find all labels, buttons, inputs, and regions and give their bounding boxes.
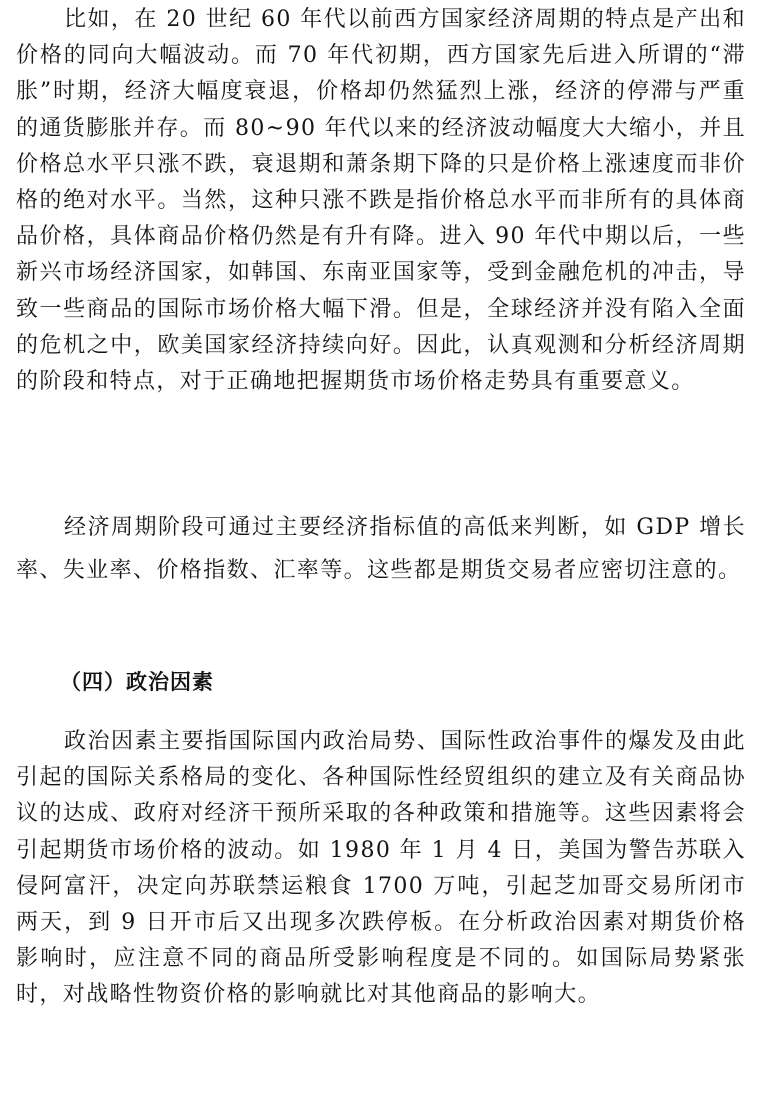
paragraph-economic-indicators: 经济周期阶段可通过主要经济指标值的高低来判断，如 GDP 增长率、失业率、价格指数、汇率等。这些都是期货交易者应密切注意的。: [16, 515, 746, 583]
paragraph-economic-cycle-characteristics: 比如，在 20 世纪 60 年代以前西方国家经济周期的特点是产出和价格的同向大幅波动。而 70 年代初期，西方国家先后进入所谓的“滞胀”时期，经济大幅度衰退，价格却仍然猛烈上涨，经济的停滞与严重的通货膨胀并存。而 80~90 年代以来的经济波动幅度大大缩小，并且价格总水平只涨不跌，衰退期和萧条期下降的只是价格上涨速度而非价格的绝对水平。当然，这种只涨不跌是指价格总水平而非所有的具体商品价格，具体商品价格仍然是有升有降。进入 90 年代中期以后，一些新兴市场经济国家，如韩国、东南亚国家等，受到金融危机的冲击，导致一些商品的国际市场价格大幅下滑。但是，全球经济并没有陷入全面的危机之中，欧美国家经济持续向好。因此，认真观测和分析经济周期的阶段和特点，对于正确地把握期货市场价格走势具有重要意义。: [16, 7, 747, 395]
paragraph-political-factors: 政治因素主要指国际国内政治局势、国际性政治事件的爆发及由此引起的国际关系格局的变化、各种国际性经贸组织的建立及有关商品协议的达成、政府对经济干预所采取的各种政策和措施等。这些因素将会引起期货市场价格的波动。如 1980 年 1 月 4 日，美国为警告苏联入侵阿富汗，决定向苏联禁运粮食 1700 万吨，引起芝加哥交易所闭市两天，到 9 日开市后又出现多次跌停板。在分析政治因素对期货价格影响时，应注意不同的商品所受影响程度是不同的。如国际局势紧张时，对战略性物资价格的影响就比对其他商品的影响大。: [16, 729, 746, 1008]
section-heading-political-factors: （四）政治因素: [60, 670, 214, 694]
